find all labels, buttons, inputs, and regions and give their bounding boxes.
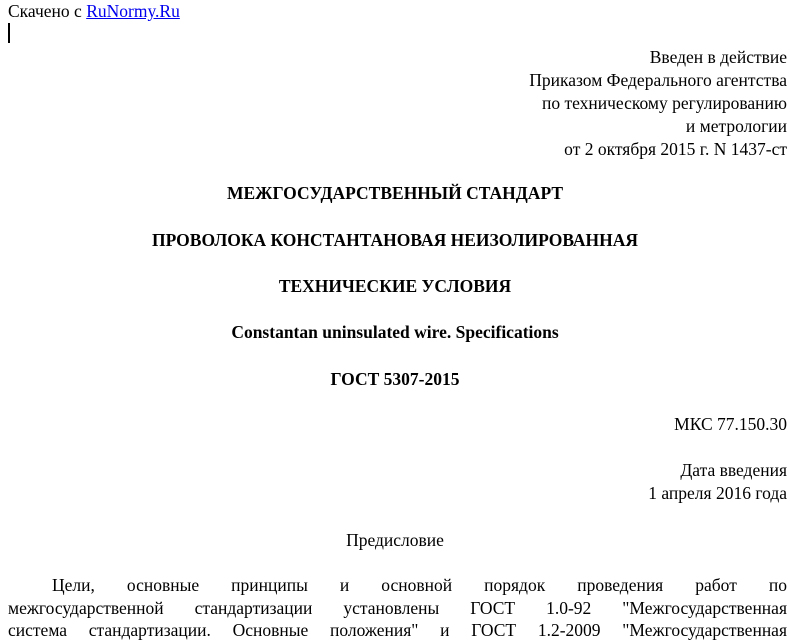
text-cursor [8, 23, 10, 43]
gost-code-heading: ГОСТ 5307-2015 [330, 369, 460, 389]
foreword-heading: Предисловие [346, 530, 444, 550]
standard-subtitle-heading: ТЕХНИЧЕСКИЕ УСЛОВИЯ [278, 276, 512, 296]
download-source-line [8, 1, 180, 21]
mks-code: МКС 77.150.30 [674, 414, 787, 434]
runormy-link[interactable]: RuNormy.Ru [86, 1, 180, 21]
english-title-heading: Constantan uninsulated wire. Specifications [231, 322, 559, 342]
introduced-line-5: от 2 октября 2015 г. N 1437-ст [564, 139, 787, 159]
effective-date-label: Дата введения [680, 460, 787, 480]
standard-type-heading: МЕЖГОСУДАРСТВЕННЫЙ СТАНДАРТ [226, 183, 564, 203]
standard-name-heading: ПРОВОЛОКА КОНСТАНТАНОВАЯ НЕИЗОЛИРОВАННАЯ [151, 230, 639, 250]
effective-date-value: 1 апреля 2016 года [648, 483, 787, 503]
introduced-block [529, 46, 787, 161]
introduced-line-3: по техническому регулированию [541, 93, 787, 113]
foreword-line-3: система стандартизации. Основные положения" и ГОСТ 1.2-2009 "Межгосударственная [8, 620, 787, 640]
introduced-line-2: Приказом Федерального агентства [529, 70, 787, 90]
introduced-line-4: и метрологии [685, 116, 787, 136]
foreword-line-2: межгосударственной стандартизации установлены ГОСТ 1.0-92 "Межгосударственная [8, 597, 787, 618]
download-source-prefix: Скачено с [8, 1, 82, 21]
introduced-line-1: Введен в действие [649, 47, 787, 67]
foreword-paragraph [8, 574, 787, 642]
foreword-line-1: Цели, основные принципы и основной порядок проведения работ по [52, 575, 787, 595]
